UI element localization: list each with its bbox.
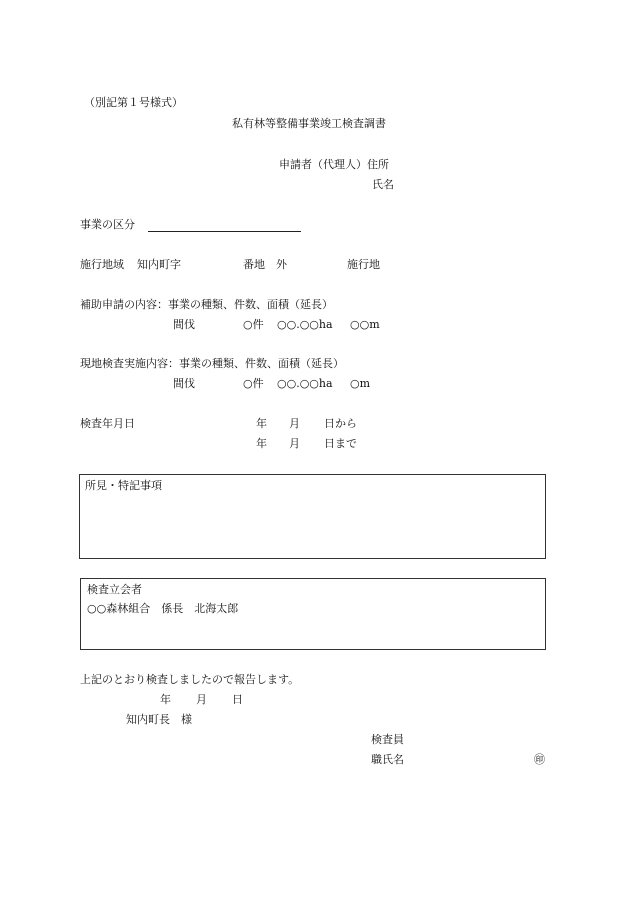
subsidy-count: ○件: [243, 318, 264, 331]
report-day: 日: [232, 693, 243, 706]
inspection-length: ○m: [350, 377, 371, 390]
applicant-address-label: 申請者（代理人）住所: [279, 158, 389, 171]
date-from-day: 日から: [324, 417, 357, 430]
report-addressee: 知内町長 様: [126, 713, 192, 726]
inspection-content-label: 現地検査実施内容：事業の種類、件数、面積（延長）: [80, 357, 344, 370]
report-year: 年: [160, 693, 171, 706]
remarks-title: 所見・特記事項: [85, 479, 162, 492]
inspection-area: ○○.○○ha: [277, 377, 333, 390]
date-to-year: 年: [256, 437, 267, 450]
report-month: 月: [196, 693, 207, 706]
inspector-name-label: 職氏名: [371, 753, 404, 766]
dates-label: 検査年月日: [80, 417, 135, 430]
date-from-year: 年: [256, 417, 267, 430]
date-to-day: 日まで: [324, 437, 357, 450]
report-statement: 上記のとおり検査しましたので報告します。: [80, 673, 300, 686]
location-suffix: 施行地: [347, 258, 380, 271]
applicant-name-label: 氏名: [372, 178, 394, 191]
location-town: 知内町字: [137, 258, 181, 271]
category-underline: [148, 231, 301, 232]
document-title: 私有林等整備事業竣工検査調書: [232, 117, 386, 130]
subsidy-work: 間伐: [173, 318, 195, 331]
category-label: 事業の区分: [80, 218, 135, 231]
inspector-label: 検査員: [371, 733, 404, 746]
date-from-month: 月: [289, 417, 300, 430]
inspection-count: ○件: [243, 377, 264, 390]
date-to-month: 月: [289, 437, 300, 450]
witness-title: 検査立会者: [87, 583, 142, 596]
seal-mark: ㊞: [534, 753, 545, 766]
subsidy-length: ○○m: [350, 318, 380, 331]
location-label: 施行地域: [80, 258, 124, 271]
remarks-box: [79, 474, 546, 559]
location-lot: 番地 外: [243, 258, 287, 271]
subsidy-area: ○○.○○ha: [277, 318, 333, 331]
witness-box: [80, 578, 546, 650]
inspection-work: 間伐: [173, 377, 195, 390]
witness-entry: ○○森林組合 係長 北海太郎: [87, 602, 239, 615]
form-number: （別記第１号様式）: [84, 96, 183, 109]
subsidy-label: 補助申請の内容：事業の種類、件数、面積（延長）: [80, 298, 333, 311]
